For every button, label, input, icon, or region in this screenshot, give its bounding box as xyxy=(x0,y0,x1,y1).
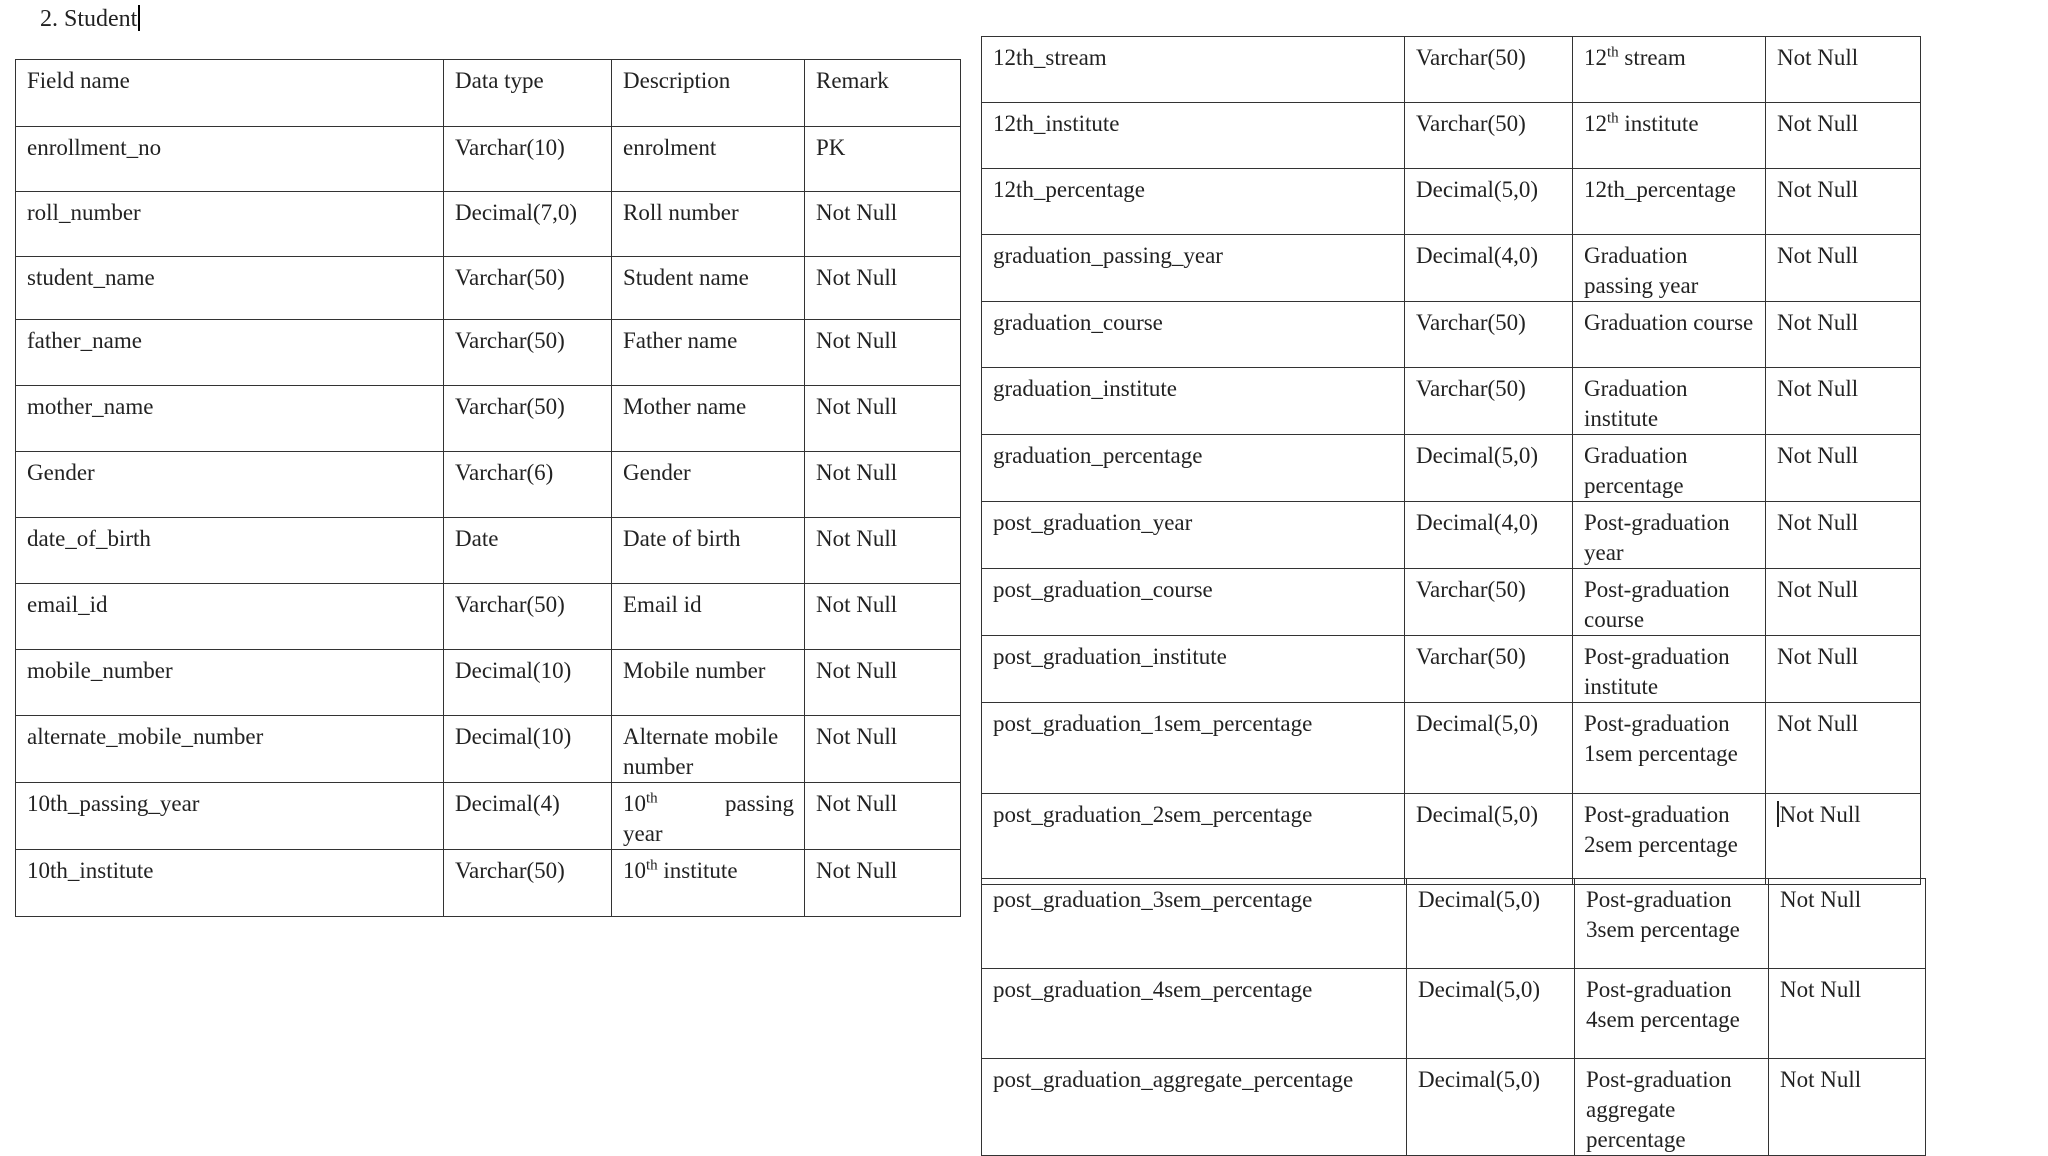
type-cell: Varchar(50) xyxy=(1405,103,1573,169)
type-cell: Varchar(50) xyxy=(1405,636,1573,703)
description-cell: Post-graduation year xyxy=(1573,502,1766,569)
remark-cell: Not Null xyxy=(805,192,961,257)
header-description: Description xyxy=(612,60,805,127)
remark-cell: Not Null xyxy=(1766,636,1921,703)
remark-cell: Not Null xyxy=(805,716,961,783)
remark-cell: Not Null xyxy=(1766,235,1921,302)
table-row xyxy=(982,703,1921,794)
ordinal-suffix: th xyxy=(1607,110,1619,127)
remark-cell: Not Null xyxy=(1766,502,1921,569)
header-field-name: Field name xyxy=(16,60,444,127)
description-cell: Email id xyxy=(612,584,805,650)
field-cell: post_graduation_institute xyxy=(982,636,1405,703)
field-cell: graduation_percentage xyxy=(982,435,1405,502)
remark-cell: Not Null xyxy=(1766,103,1921,169)
field-cell: 12th_stream xyxy=(982,37,1405,103)
remark-cell: Not Null xyxy=(1769,969,1926,1059)
remark-cell xyxy=(1766,794,1921,885)
field-cell: post_graduation_1sem_percentage xyxy=(982,703,1405,794)
remark-cell: Not Null xyxy=(805,650,961,716)
description-line-2: year xyxy=(623,821,663,846)
field-cell: graduation_institute xyxy=(982,368,1405,435)
type-cell: Varchar(50) xyxy=(1405,368,1573,435)
text-cursor xyxy=(138,5,140,31)
description-cell: Graduation course xyxy=(1573,302,1766,368)
description-cell: Mother name xyxy=(612,386,805,452)
ordinal-suffix: th xyxy=(646,790,658,807)
field-cell: graduation_course xyxy=(982,302,1405,368)
description-cell: Alternate mobile number xyxy=(612,716,805,783)
description-cell: 12th_percentage xyxy=(1573,169,1766,235)
description-cell: Post-graduation institute xyxy=(1573,636,1766,703)
description-cell: Post-graduation 1sem percentage xyxy=(1573,703,1766,794)
type-cell: Decimal(5,0) xyxy=(1405,794,1573,885)
table-row xyxy=(16,716,961,783)
remark-cell: Not Null xyxy=(805,584,961,650)
type-cell: Decimal(5,0) xyxy=(1407,969,1575,1059)
description-cell: Roll number xyxy=(612,192,805,257)
type-cell: Varchar(50) xyxy=(444,386,612,452)
table-row xyxy=(982,502,1921,569)
header-remark: Remark xyxy=(805,60,961,127)
section-heading-text: 2. Student xyxy=(40,6,138,32)
table-row xyxy=(982,879,1926,969)
description-cell: Graduation institute xyxy=(1573,368,1766,435)
type-cell: Decimal(5,0) xyxy=(1405,703,1573,794)
field-cell: graduation_passing_year xyxy=(982,235,1405,302)
field-cell: post_graduation_aggregate_percentage xyxy=(982,1059,1407,1156)
field-cell: 10th_institute xyxy=(16,850,444,917)
description-cell: Post-graduation 2sem percentage xyxy=(1573,794,1766,885)
table-row xyxy=(16,650,961,716)
remark-cell: Not Null xyxy=(805,783,961,850)
field-cell: email_id xyxy=(16,584,444,650)
table-row xyxy=(16,192,961,257)
table-row xyxy=(16,386,961,452)
table-row xyxy=(16,783,961,850)
description-cell: Student name xyxy=(612,257,805,320)
description-cell: Mobile number xyxy=(612,650,805,716)
description-cell: Date of birth xyxy=(612,518,805,584)
type-cell: Varchar(6) xyxy=(444,452,612,518)
description-cell: Post-graduation course xyxy=(1573,569,1766,636)
type-cell: Varchar(50) xyxy=(1405,302,1573,368)
type-cell: Decimal(10) xyxy=(444,716,612,783)
type-cell: Varchar(50) xyxy=(444,257,612,320)
ordinal-number: 12 xyxy=(1584,111,1607,136)
remark-cell: Not Null xyxy=(1766,368,1921,435)
student-table-continuation xyxy=(981,878,1926,1156)
table-row xyxy=(982,302,1921,368)
field-cell: 12th_institute xyxy=(982,103,1405,169)
text-cursor xyxy=(1777,801,1779,827)
description-cell: Father name xyxy=(612,320,805,386)
table-header-row xyxy=(16,60,961,127)
field-cell: enrollment_no xyxy=(16,127,444,192)
table-row xyxy=(982,435,1921,502)
description-cell: Gender xyxy=(612,452,805,518)
table-row xyxy=(982,368,1921,435)
remark-text: Not Null xyxy=(1779,802,1861,827)
field-cell: father_name xyxy=(16,320,444,386)
field-cell: date_of_birth xyxy=(16,518,444,584)
description-rest: institute xyxy=(657,858,738,883)
table-row xyxy=(982,569,1921,636)
remark-cell: Not Null xyxy=(1769,879,1926,969)
type-cell: Varchar(50) xyxy=(1405,37,1573,103)
type-cell: Decimal(5,0) xyxy=(1407,1059,1575,1156)
type-cell: Decimal(5,0) xyxy=(1407,879,1575,969)
description-cell xyxy=(612,850,805,917)
field-cell: mother_name xyxy=(16,386,444,452)
table-row xyxy=(982,969,1926,1059)
table-row xyxy=(16,518,961,584)
type-cell: Decimal(10) xyxy=(444,650,612,716)
remark-cell: Not Null xyxy=(1769,1059,1926,1156)
remark-cell: Not Null xyxy=(805,850,961,917)
table-row xyxy=(16,127,961,192)
type-cell: Decimal(4,0) xyxy=(1405,502,1573,569)
field-cell: post_graduation_4sem_percentage xyxy=(982,969,1407,1059)
field-cell: 12th_percentage xyxy=(982,169,1405,235)
description-cell: Graduation percentage xyxy=(1573,435,1766,502)
table-row xyxy=(16,320,961,386)
type-cell: Decimal(4) xyxy=(444,783,612,850)
remark-cell: Not Null xyxy=(1766,169,1921,235)
remark-cell: Not Null xyxy=(805,518,961,584)
table-row xyxy=(16,257,961,320)
description-cell: Post-graduation aggregate percentage xyxy=(1575,1059,1769,1156)
remark-cell: Not Null xyxy=(805,452,961,518)
remark-cell: Not Null xyxy=(1766,435,1921,502)
ordinal-suffix: th xyxy=(646,857,658,874)
description-line-1 xyxy=(623,789,794,819)
type-cell: Varchar(50) xyxy=(444,584,612,650)
description-cell: Graduation passing year xyxy=(1573,235,1766,302)
table-row xyxy=(982,636,1921,703)
description-cell xyxy=(612,783,805,850)
table-row xyxy=(982,235,1921,302)
type-cell: Date xyxy=(444,518,612,584)
table-row xyxy=(982,794,1921,885)
type-cell: Varchar(50) xyxy=(444,850,612,917)
description-rest: institute xyxy=(1618,111,1699,136)
ordinal-suffix: th xyxy=(1607,44,1619,61)
type-cell: Decimal(5,0) xyxy=(1405,169,1573,235)
remark-cell: Not Null xyxy=(1766,302,1921,368)
student-table-left xyxy=(15,59,961,917)
student-table-right xyxy=(981,36,1921,885)
remark-cell: Not Null xyxy=(1766,37,1921,103)
description-word: passing xyxy=(725,791,794,816)
description-cell: enrolment xyxy=(612,127,805,192)
field-cell: 10th_passing_year xyxy=(16,783,444,850)
table-row xyxy=(16,584,961,650)
field-cell: post_graduation_2sem_percentage xyxy=(982,794,1405,885)
table-row xyxy=(16,850,961,917)
type-cell: Varchar(50) xyxy=(1405,569,1573,636)
ordinal-number: 10 xyxy=(623,858,646,883)
section-heading xyxy=(40,4,140,34)
table-row xyxy=(982,1059,1926,1156)
type-cell: Varchar(10) xyxy=(444,127,612,192)
field-cell: post_graduation_course xyxy=(982,569,1405,636)
table-row xyxy=(982,169,1921,235)
description-cell xyxy=(1573,103,1766,169)
field-cell: alternate_mobile_number xyxy=(16,716,444,783)
field-cell: post_graduation_year xyxy=(982,502,1405,569)
remark-cell: Not Null xyxy=(805,386,961,452)
remark-cell: Not Null xyxy=(1766,703,1921,794)
table-row xyxy=(16,452,961,518)
ordinal-number: 12 xyxy=(1584,45,1607,70)
description-rest: stream xyxy=(1618,45,1686,70)
field-cell: roll_number xyxy=(16,192,444,257)
field-cell: student_name xyxy=(16,257,444,320)
remark-cell: PK xyxy=(805,127,961,192)
table-row xyxy=(982,37,1921,103)
header-data-type: Data type xyxy=(444,60,612,127)
description-cell: Post-graduation 4sem percentage xyxy=(1575,969,1769,1059)
description-cell xyxy=(1573,37,1766,103)
field-cell: Gender xyxy=(16,452,444,518)
field-cell: mobile_number xyxy=(16,650,444,716)
type-cell: Decimal(5,0) xyxy=(1405,435,1573,502)
type-cell: Varchar(50) xyxy=(444,320,612,386)
field-cell: post_graduation_3sem_percentage xyxy=(982,879,1407,969)
ordinal-number: 10 xyxy=(623,791,646,816)
table-row xyxy=(982,103,1921,169)
remark-cell: Not Null xyxy=(1766,569,1921,636)
remark-cell: Not Null xyxy=(805,320,961,386)
remark-cell: Not Null xyxy=(805,257,961,320)
type-cell: Decimal(4,0) xyxy=(1405,235,1573,302)
description-ordinal xyxy=(623,789,658,819)
type-cell: Decimal(7,0) xyxy=(444,192,612,257)
description-cell: Post-graduation 3sem percentage xyxy=(1575,879,1769,969)
